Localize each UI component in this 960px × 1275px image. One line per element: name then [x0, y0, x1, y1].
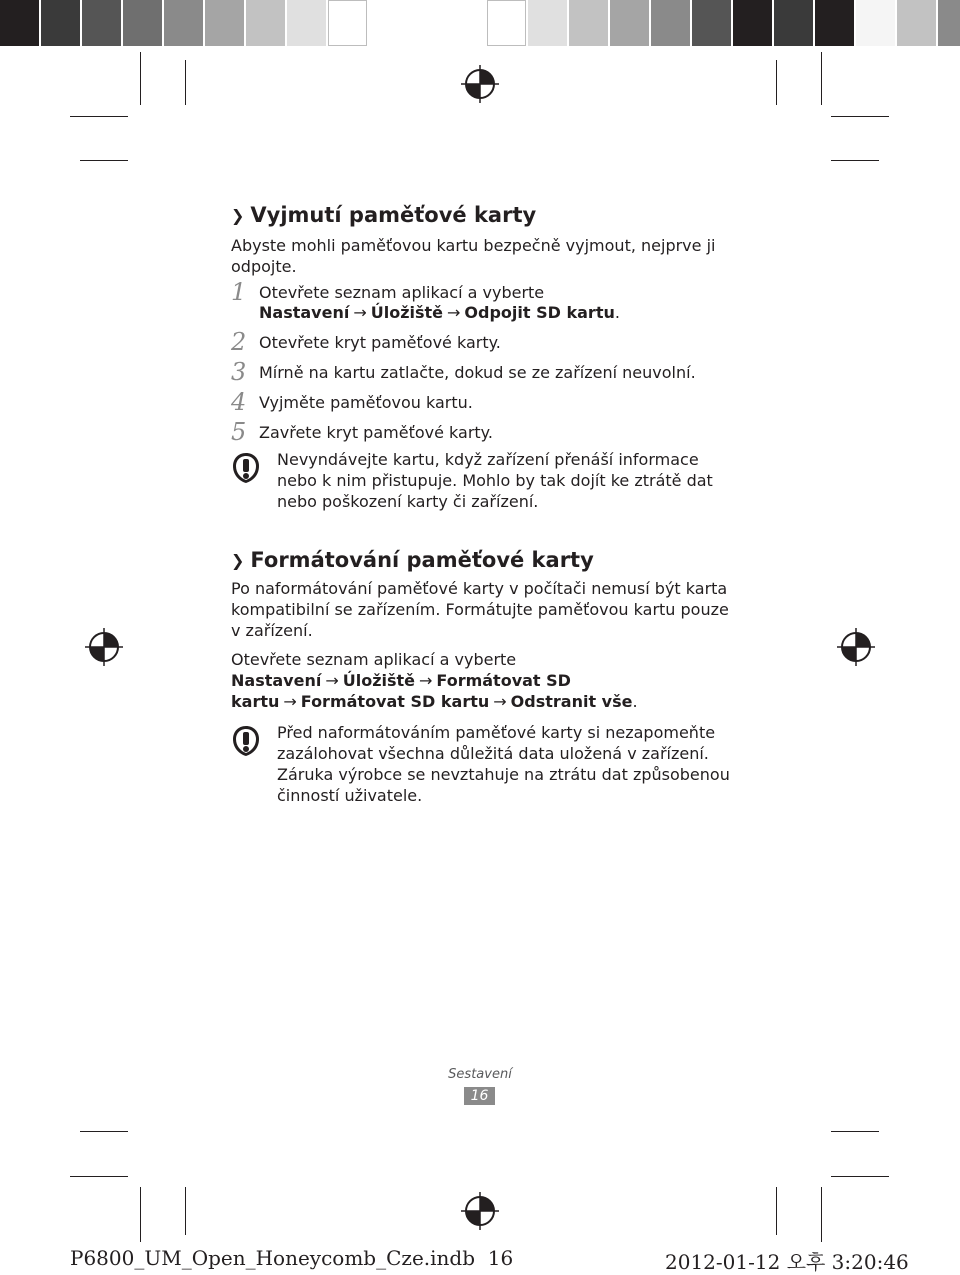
- color-swatch: [897, 0, 936, 46]
- print-slug-timestamp: 2012-01-12 오후 3:20:46: [665, 1250, 909, 1274]
- page-content: [231, 200, 731, 806]
- registration-mark-top: [461, 65, 499, 103]
- format-instruction: [231, 649, 731, 712]
- crop-mark: [776, 60, 777, 105]
- color-swatch: [856, 0, 895, 46]
- warning-text: Před naformátováním paměťové karty si nezapomeňte zazálohovat všechna důležitá data uložená v zařízení. Záruka výrobce se nevztahuje na ztrátu dat způsobenou činností uživatele.: [277, 723, 730, 805]
- color-swatch: [0, 0, 39, 46]
- crop-mark: [821, 1187, 822, 1242]
- step-number: 5: [231, 418, 247, 446]
- color-swatch: [205, 0, 244, 46]
- section-title: Vyjmutí paměťové karty: [250, 203, 537, 227]
- step-number: 1: [231, 278, 247, 306]
- color-swatch: [41, 0, 80, 46]
- color-calibration-bar-left: [0, 0, 369, 46]
- color-swatch: [82, 0, 121, 46]
- color-swatch: [328, 0, 367, 46]
- step-text: Otevřete kryt paměťové karty.: [259, 333, 501, 352]
- warning-icon: [231, 451, 261, 485]
- registration-mark-right: [837, 628, 875, 666]
- arrow-icon: →: [419, 671, 433, 690]
- color-swatch: [487, 0, 526, 46]
- step-item: [231, 358, 731, 386]
- color-swatch: [123, 0, 162, 46]
- color-swatch: [287, 0, 326, 46]
- crop-mark: [70, 116, 128, 117]
- crop-mark: [821, 52, 822, 105]
- section-heading-format-card: [231, 545, 731, 576]
- step-number: 2: [231, 328, 247, 356]
- arrow-icon: →: [283, 692, 297, 711]
- color-calibration-bar-right: [487, 0, 960, 46]
- step-text: Otevřete seznam aplikací a vyberte: [259, 283, 545, 302]
- step-number: 4: [231, 388, 247, 416]
- menu-path-item: Odpojit SD kartu: [464, 303, 615, 322]
- arrow-icon: →: [493, 692, 507, 711]
- chevron-icon: ❯: [231, 551, 245, 570]
- crop-mark: [185, 1187, 186, 1235]
- color-swatch: [692, 0, 731, 46]
- menu-path-item: Odstranit vše: [510, 692, 633, 711]
- file-name: P6800_UM_Open_Honeycomb_Cze.indb: [70, 1246, 476, 1270]
- color-swatch: [528, 0, 567, 46]
- step-text: Mírně na kartu zatlačte, dokud se ze zařízení neuvolní.: [259, 363, 696, 382]
- page-number-badge: 16: [464, 1087, 495, 1105]
- crop-mark: [831, 1131, 879, 1132]
- warning-icon: [231, 724, 261, 758]
- step-item: [231, 328, 731, 356]
- step-item: [231, 418, 731, 446]
- crop-mark: [831, 1176, 889, 1177]
- warning-note: [231, 722, 731, 806]
- color-swatch: [246, 0, 285, 46]
- section-heading-remove-card: [231, 200, 731, 231]
- arrow-icon: →: [447, 303, 461, 322]
- section-title: Formátování paměťové karty: [250, 548, 594, 572]
- step-text: Zavřete kryt paměťové karty.: [259, 423, 493, 442]
- warning-text: Nevyndávejte kartu, když zařízení přenáší informace nebo k nim přistupuje. Mohlo by tak dojít ke ztrátě dat nebo poškození karty či zařízení.: [277, 450, 713, 511]
- arrow-icon: →: [353, 303, 367, 322]
- menu-path-item: Nastavení: [259, 303, 350, 322]
- menu-path-item: Formátovat SD kartu: [300, 692, 490, 711]
- color-swatch: [569, 0, 608, 46]
- crop-mark: [831, 160, 879, 161]
- crop-mark: [776, 1187, 777, 1235]
- registration-mark-bottom: [461, 1192, 499, 1230]
- crop-mark: [140, 52, 141, 105]
- step-text: Vyjměte paměťovou kartu.: [259, 393, 473, 412]
- crop-mark: [140, 1187, 141, 1242]
- menu-path-item: Nastavení: [231, 671, 322, 690]
- chapter-label: Sestavení: [448, 1067, 512, 1082]
- color-swatch: [938, 0, 960, 46]
- instruction-text: Otevřete seznam aplikací a vyberte: [231, 650, 517, 669]
- step-list: [231, 278, 731, 446]
- slug-page: 16: [487, 1246, 514, 1270]
- warning-note: [231, 449, 731, 512]
- crop-mark: [185, 60, 186, 105]
- registration-mark-left: [85, 628, 123, 666]
- color-swatch: [733, 0, 772, 46]
- step-item: [231, 388, 731, 416]
- color-swatch: [164, 0, 203, 46]
- crop-mark: [80, 160, 128, 161]
- chevron-icon: ❯: [231, 206, 245, 225]
- color-swatch: [610, 0, 649, 46]
- section-intro: Po naformátování paměťové karty v počítači nemusí být karta kompatibilní se zařízením. Formátujte paměťovou kartu pouze v zařízení.: [231, 579, 729, 640]
- color-swatch: [774, 0, 813, 46]
- step-number: 3: [231, 358, 247, 386]
- menu-path-item: Úložiště: [342, 671, 416, 690]
- crop-mark: [70, 1176, 128, 1177]
- step-item: [231, 278, 731, 323]
- print-slug-file: [70, 1246, 513, 1270]
- color-swatch: [815, 0, 854, 46]
- section-intro: Abyste mohli paměťovou kartu bezpečně vyjmout, nejprve ji odpojte.: [231, 236, 716, 276]
- menu-path-item: Formátovat SD kartu: [231, 671, 571, 711]
- menu-path-item: Úložiště: [370, 303, 444, 322]
- crop-mark: [831, 116, 889, 117]
- crop-mark: [80, 1131, 128, 1132]
- punctuation: .: [632, 692, 638, 711]
- punctuation: .: [614, 303, 620, 322]
- color-swatch: [651, 0, 690, 46]
- arrow-icon: →: [325, 671, 339, 690]
